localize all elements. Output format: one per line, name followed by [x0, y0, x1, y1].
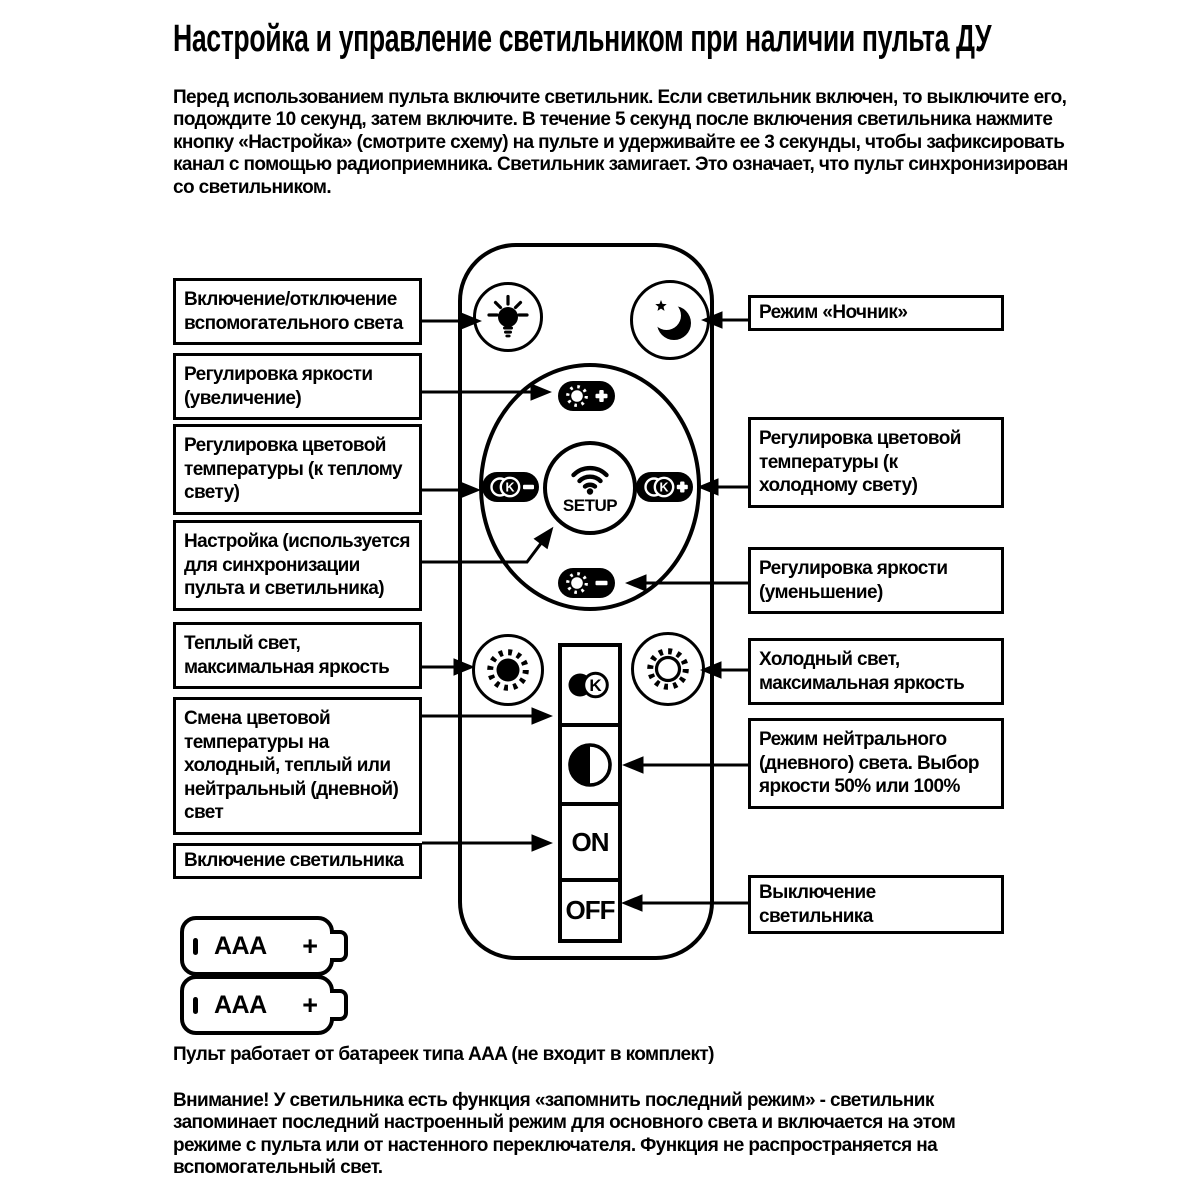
- k-minus-icon: [486, 474, 536, 500]
- callout-light-on: Включение светильника: [173, 843, 422, 879]
- battery-minus-terminal: [193, 997, 198, 1014]
- setup-button: [543, 441, 637, 535]
- light-bulb-icon: [486, 294, 530, 340]
- k-letter: K: [589, 676, 602, 695]
- color-temp-warm-button: [482, 472, 539, 502]
- moon-star-icon: [645, 295, 695, 345]
- crescent-k-icon: [567, 669, 613, 701]
- cold-max-button: [631, 632, 705, 706]
- page-title: Настройка и управление светильником при наличии пульта ДУ: [173, 18, 992, 60]
- battery-plus-label: +: [302, 930, 318, 961]
- k-plus-icon: [640, 474, 690, 500]
- filled-sun-icon: [482, 644, 534, 696]
- callout-warm-max: Теплый свет, максимальная яркость: [173, 622, 422, 689]
- callout-color-temp-warm: Регулировка цветовой температуры (к теплому свету): [173, 424, 422, 515]
- callout-brightness-up: Регулировка яркости (увеличение): [173, 353, 422, 420]
- callout-night-mode: Режим «Ночник»: [748, 295, 1004, 331]
- button-column: [558, 643, 622, 943]
- battery-type-label: AAA: [214, 990, 267, 1019]
- battery-aaa-1: [180, 916, 334, 976]
- battery-type-label: AAA: [214, 931, 267, 960]
- aux-light-button: [473, 282, 543, 352]
- k-letter: K: [504, 480, 515, 495]
- callout-color-temp-cold: Регулировка цветовой температуры (к холодному свету): [748, 417, 1004, 508]
- battery-note: Пульт работает от батареек типа AAA (не входит в комплект): [173, 1044, 714, 1065]
- callout-aux-light: Включение/отключение вспомогательного света: [173, 278, 422, 345]
- battery-plus-label: +: [302, 989, 318, 1020]
- battery-minus-terminal: [193, 938, 198, 955]
- battery-positive-nub: [330, 989, 348, 1021]
- sun-plus-icon: [562, 383, 612, 409]
- color-temp-cold-button: [636, 472, 693, 502]
- off-button: [562, 882, 618, 939]
- wifi-icon: [567, 461, 613, 495]
- night-mode-button: [630, 280, 710, 360]
- half-circle-icon: [566, 741, 614, 789]
- callout-light-off: Выключение светильника: [748, 875, 1004, 934]
- setup-label: SETUP: [562, 495, 618, 515]
- callout-setup: Настройка (используется для синхронизации пульта и светильника): [173, 520, 422, 611]
- callout-cold-max: Холодный свет, максимальная яркость: [748, 638, 1004, 705]
- brightness-down-button: [558, 568, 615, 598]
- color-cycle-button: [562, 647, 618, 727]
- k-letter: K: [658, 480, 669, 495]
- brightness-up-button: [558, 381, 615, 411]
- warm-max-button: [472, 634, 544, 706]
- battery-aaa-2: [180, 975, 334, 1035]
- intro-paragraph: Перед использованием пульта включите светильник. Если светильник включен, то выключите его, подождите 10 секунд, затем включите. В течение 5 секунд после включения светильника нажмите кнопку «Настройка» (смотрите схему) на пульте и удерживайте ее 3 секунды, чтобы зафиксировать канал с помощью радиоприемника. Светильник замигает. Это означает, что пульт синхронизирован со светильником.: [173, 87, 1068, 198]
- on-button: [562, 806, 618, 882]
- neutral-mode-button: [562, 727, 618, 806]
- callout-neutral-mode: Режим нейтрального (дневного) света. Выбор яркости 50% или 100%: [748, 718, 1004, 809]
- warning-paragraph: Внимание! У светильника есть функция «запомнить последний режим» - светильник запоминает последний настроенный режим для основного света и включается на этом режиме с пульта или от настенного переключателя. Функция не распространяется на вспомогательный свет.: [173, 1090, 956, 1179]
- outlined-sun-icon: [642, 643, 694, 695]
- on-label: ON: [571, 826, 609, 857]
- callout-brightness-down: Регулировка яркости (уменьшение): [748, 547, 1004, 614]
- sun-minus-icon: [562, 570, 612, 596]
- battery-positive-nub: [330, 930, 348, 962]
- callout-color-cycle: Смена цветовой температуры на холодный, теплый или нейтральный (дневной) свет: [173, 697, 422, 835]
- off-label: OFF: [565, 895, 615, 925]
